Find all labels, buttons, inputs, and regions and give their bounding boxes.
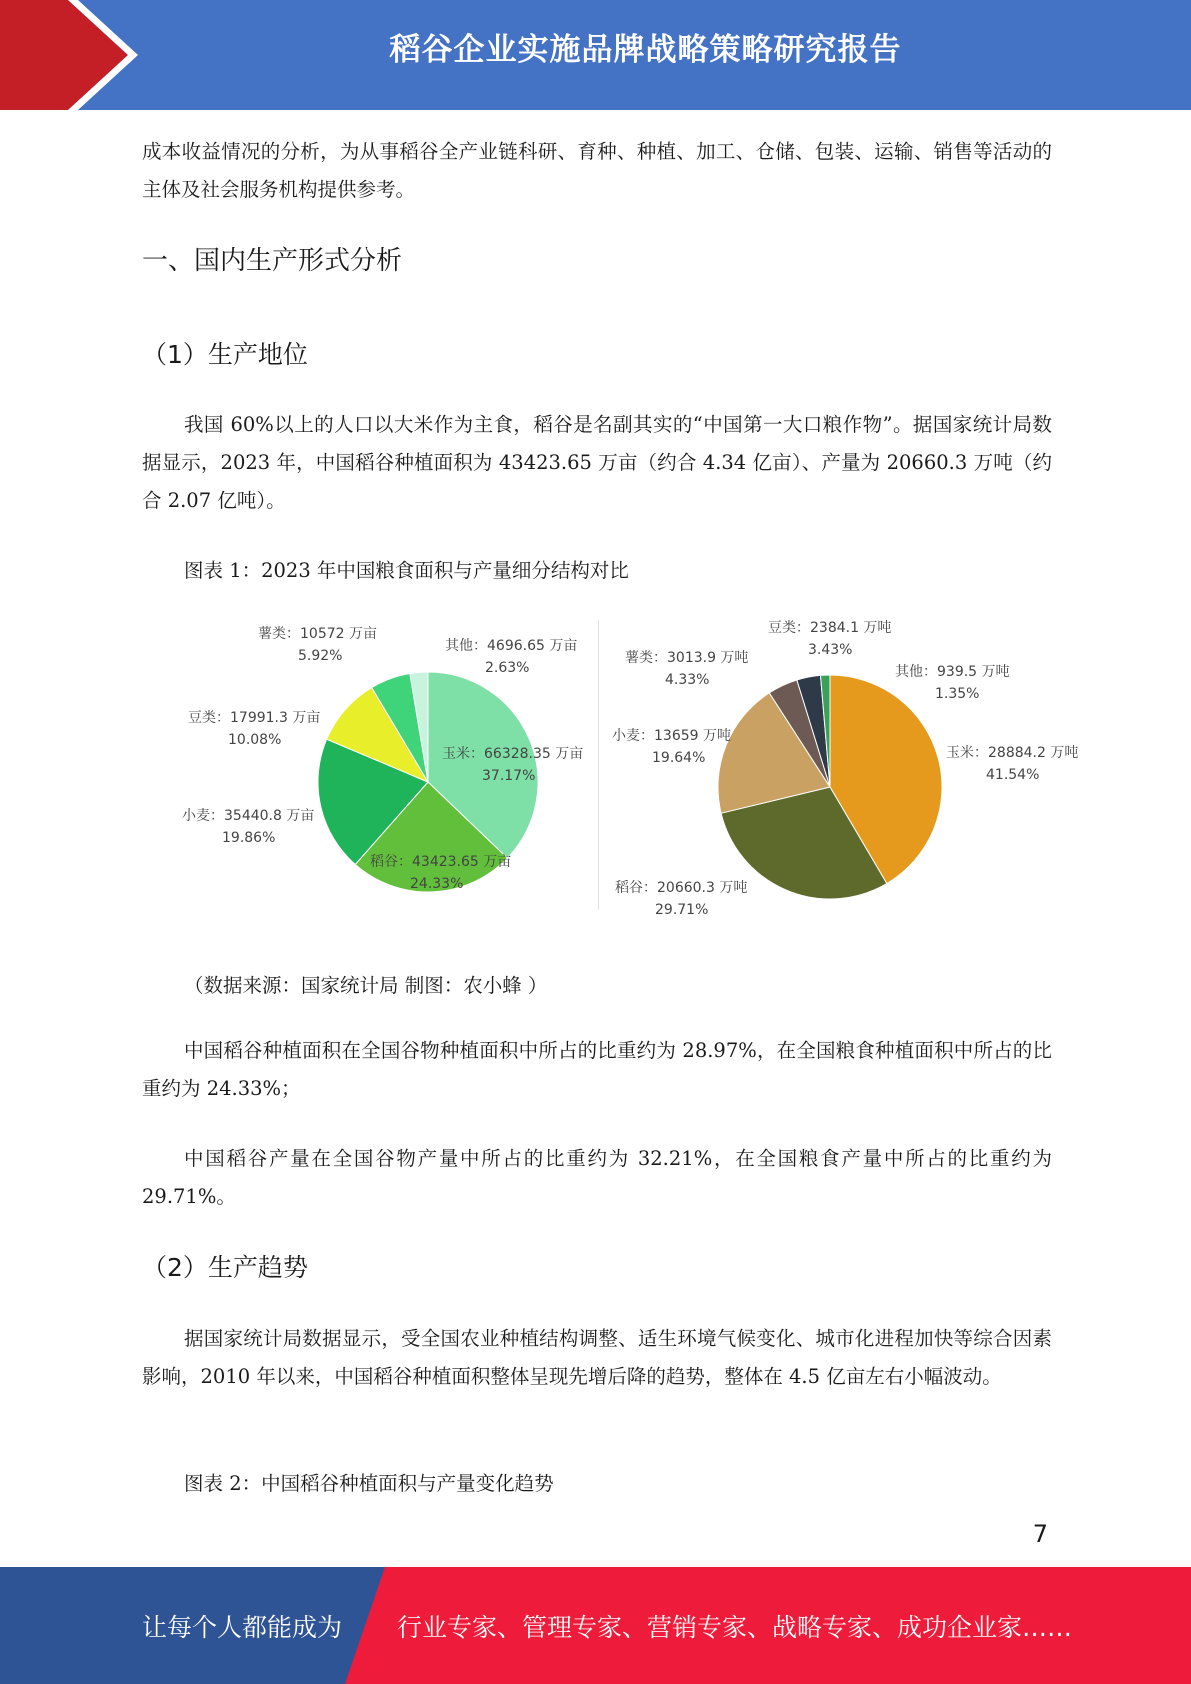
figure-1-caption: 图表 1：2023 年中国粮食面积与产量细分结构对比 xyxy=(184,559,629,582)
pie-label-小麦: 小麦：13659 万吨 xyxy=(612,728,731,744)
footer-slogan-right: 行业专家、管理专家、营销专家、战略专家、成功企业家…… xyxy=(397,1613,1073,1642)
paragraph-production-trend: 据国家统计局数据显示，受全国农业种植结构调整、适生环境气候变化、城市化进程加快等综合因素影响，2010 年以来，中国稻谷种植面积整体呈现先增后降的趋势，整体在 4.5 亿亩左右小幅波动。 xyxy=(142,1327,1052,1388)
pie-label-豆类: 豆类：2384.1 万吨 xyxy=(768,620,892,636)
pie-chart-output xyxy=(600,612,1100,932)
section-heading: 一、国内生产形式分析 xyxy=(142,246,403,276)
paragraph-production-status: 我国 60%以上的人口以大米作为主食，稻谷是名副其实的“中国第一大口粮作物”。据国家统计局数据显示，2023 年，中国稻谷种植面积为 43423.65 万亩（约合 4.34 亿亩）、产量为 20660.3 万吨（约合 2.07 亿吨）。 xyxy=(142,413,1052,512)
figure-2-caption: 图表 2：中国稻谷种植面积与产量变化趋势 xyxy=(184,1472,554,1495)
pie-percent-小麦: 19.86% xyxy=(222,830,276,846)
paragraph-area-share: 中国稻谷种植面积在全国谷物种植面积中所占的比重约为 28.97%，在全国粮食种植面积中所占的比重约为 24.33%； xyxy=(142,1039,1052,1100)
pie-label-玉米: 玉米：28884.2 万吨 xyxy=(946,745,1079,761)
chart-divider xyxy=(598,620,599,910)
intro-paragraph: 成本收益情况的分析，为从事稻谷全产业链科研、育种、种植、加工、仓储、包装、运输、销售等活动的主体及社会服务机构提供参考。 xyxy=(142,140,1052,201)
page-number: 7 xyxy=(1032,1520,1048,1548)
pie-label-玉米: 玉米：66328.35 万亩 xyxy=(442,746,584,762)
subsection-heading-1: （1）生产地位 xyxy=(142,340,308,369)
pie-percent-玉米: 37.17% xyxy=(482,768,536,784)
pie-label-豆类: 豆类：17991.3 万亩 xyxy=(188,710,321,726)
pie-percent-豆类: 10.08% xyxy=(228,732,282,748)
pie-label-其他: 其他：939.5 万吨 xyxy=(895,664,1010,680)
paragraph-output-share: 中国稻谷产量在全国谷物产量中所占的比重约为 32.21%，在全国粮食产量中所占的比重约为 29.71%。 xyxy=(142,1147,1052,1208)
pie-label-小麦: 小麦：35440.8 万亩 xyxy=(182,808,315,824)
figure-1-source: （数据来源：国家统计局 制图：农小蜂 ） xyxy=(184,974,548,997)
report-title: 稻谷企业实施品牌战略策略研究报告 xyxy=(389,32,902,68)
pie-percent-小麦: 19.64% xyxy=(652,750,706,766)
footer-slogan-left: 让每个人都能成为 xyxy=(142,1613,343,1642)
header-banner xyxy=(0,0,1191,110)
pie-percent-玉米: 41.54% xyxy=(986,767,1040,783)
pie-percent-稻谷: 29.71% xyxy=(655,902,709,918)
pie-label-稻谷: 稻谷：43423.65 万亩 xyxy=(370,854,512,870)
subsection-heading-2: （2）生产趋势 xyxy=(142,1253,308,1282)
pie-percent-稻谷: 24.33% xyxy=(410,876,464,892)
pie-chart-area xyxy=(180,612,600,922)
pie-label-稻谷: 稻谷：20660.3 万吨 xyxy=(615,880,748,896)
pie-percent-豆类: 3.43% xyxy=(808,642,853,658)
pie-label-薯类: 薯类：3013.9 万吨 xyxy=(625,650,749,666)
pie-label-薯类: 薯类：10572 万亩 xyxy=(258,626,377,642)
pie-label-其他: 其他：4696.65 万亩 xyxy=(445,638,578,654)
pie-percent-薯类: 4.33% xyxy=(665,672,710,688)
pie-percent-其他: 2.63% xyxy=(485,660,530,676)
pie-percent-薯类: 5.92% xyxy=(298,648,343,664)
pie-percent-其他: 1.35% xyxy=(935,686,980,702)
pie-output-slices xyxy=(718,675,942,899)
